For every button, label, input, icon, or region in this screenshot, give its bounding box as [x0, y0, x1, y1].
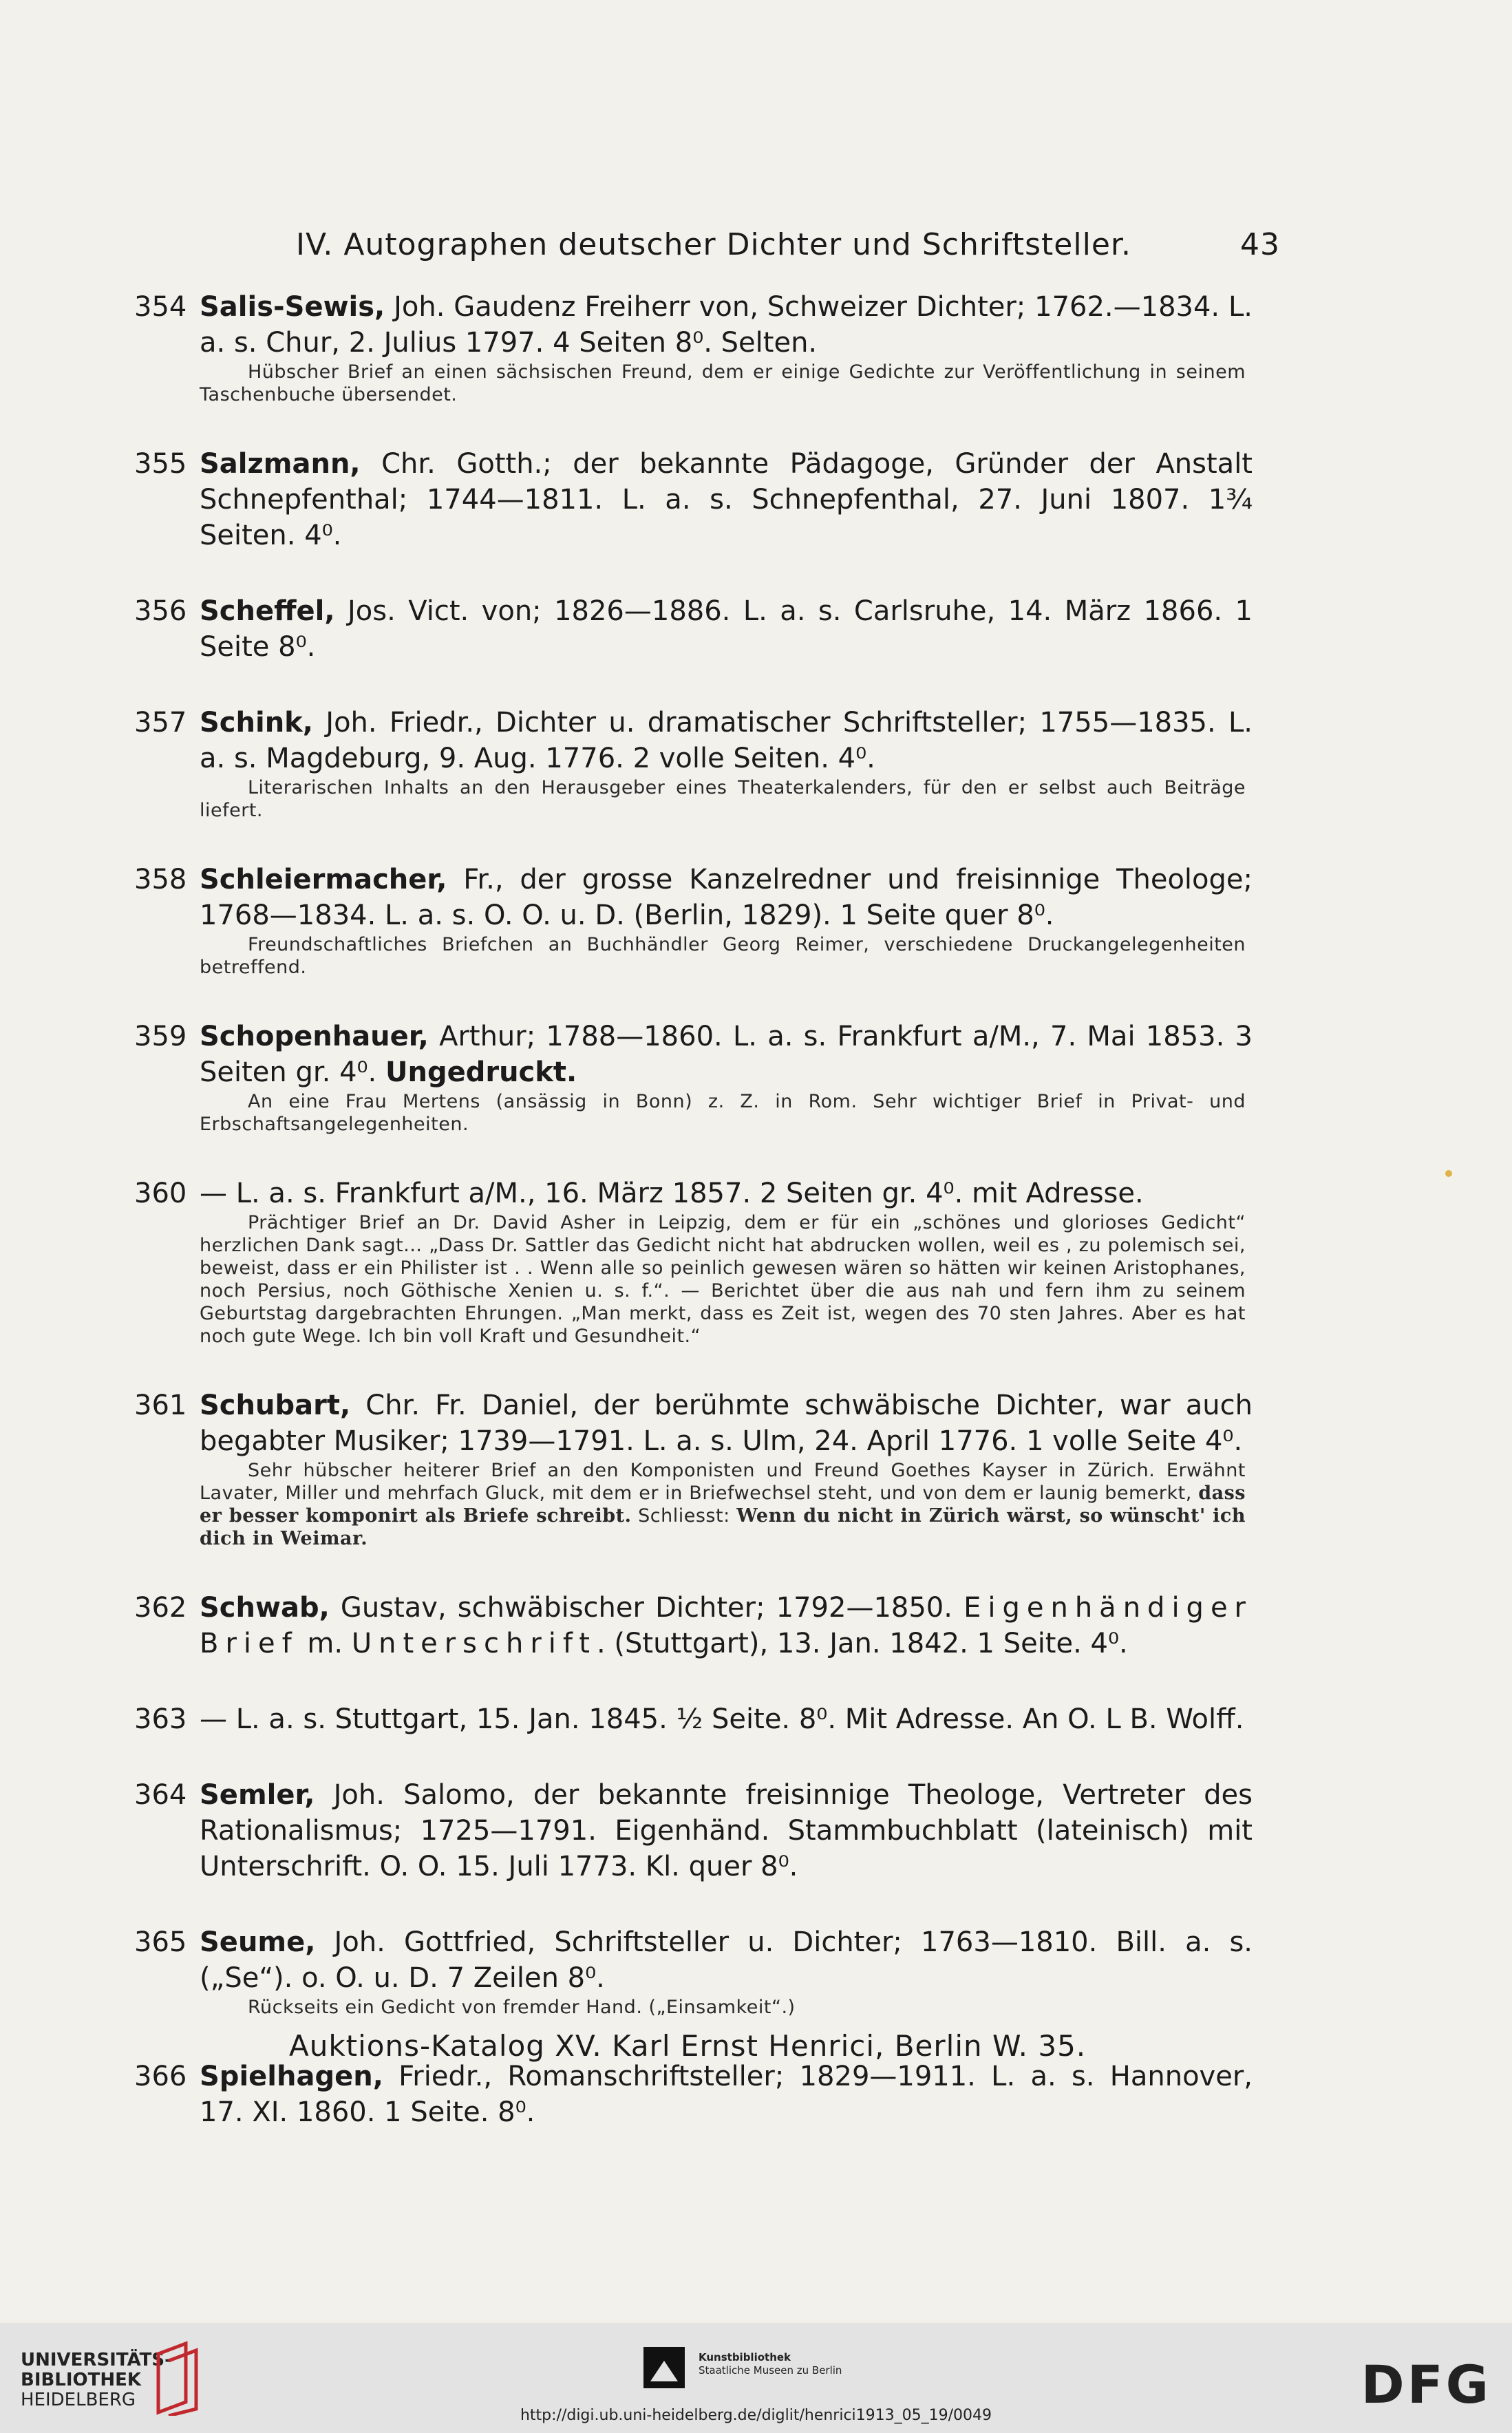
entry-number: 360: [134, 1178, 187, 1209]
entry-number: 364: [134, 1779, 187, 1811]
catalog-entry: [0, 593, 1512, 665]
entry-spaced-text: Eigenhändiger Brief: [200, 1592, 1253, 1659]
entry-name: Schink,: [200, 707, 313, 739]
catalog-entry: [0, 862, 1512, 979]
entry-text: [200, 1176, 1253, 1211]
entry-text: [200, 862, 1253, 933]
entries-list: [0, 289, 1512, 2170]
entry-number: 356: [134, 595, 187, 627]
entry-number: 355: [134, 448, 187, 480]
running-head: [296, 227, 1280, 262]
entry-description: Fr., der grosse Kanzelredner und freisinnige Theologe; 1768—1834. L. a. s. O. O. u. D. (Berlin, 1829). 1 Seite quer 8⁰.: [200, 864, 1253, 931]
catalog-entry: [0, 289, 1512, 406]
entry-note: Prächtiger Brief an Dr. David Asher in Leipzig, dem er für ein „schönes und glorioses Gedicht“ herzlichen Dank sagt... „Dass Dr. Sattler das Gedicht nicht hat abdrucken wollen, weil es , zu polemisch sei, beweist, dass er ein Philister ist . . Wenn alle so peinlich gewesen wären so hätten wir keinen Aristophanes, noch Persius, noch Göthische Xenien u. s. f.“. — Berichtet über die aus nah und fern ihm zu seinem Geburtstag dargebrachten Ehrungen. „Man merkt, dass es Zeit ist, wegen des 70 sten Jahres. Aber es hat noch gute Wege. Ich bin voll Kraft und Gesundheit.“: [200, 1212, 1246, 1347]
entry-number: 361: [134, 1390, 187, 1421]
entry-text: [200, 1019, 1253, 1090]
kunstbibliothek-logo-icon: [643, 2347, 685, 2388]
catalog-entry: [0, 446, 1512, 553]
entry-number: 354: [134, 291, 187, 323]
entry-text: [200, 446, 1253, 553]
kunstbibliothek-text: [699, 2351, 850, 2377]
entry-name: Schopenhauer,: [200, 1021, 429, 1052]
margin-mark: [1445, 1170, 1452, 1177]
entry-note: Freundschaftliches Briefchen an Buchhändler Georg Reimer, verschiedene Druckangelegenheiten betreffend.: [200, 934, 1246, 978]
entry-name: Spielhagen,: [200, 2061, 383, 2092]
note-text: Sehr hübscher heiterer Brief an den Komponisten und Freund Goethes Kayser in Zürich. Erwähnt Lavater, Miller und mehrfach Gluck, mit dem er in Briefwechsel steht, und von dem er launig bemerkt,: [200, 1460, 1246, 1504]
page-footer: Auktions-Katalog XV. Karl Ernst Henrici, Berlin W. 35.: [289, 2029, 1087, 2063]
entry-name: Schwab,: [200, 1592, 330, 1624]
entry-text: [200, 705, 1253, 776]
permalink-url[interactable]: http://digi.ub.uni-heidelberg.de/diglit/henrici1913_05_19/0049: [520, 2407, 992, 2424]
entry-note: An eine Frau Mertens (ansässig in Bonn) z. Z. in Rom. Sehr wichtiger Brief in Privat- und Erbschaftsangelegenheiten.: [200, 1091, 1246, 1135]
catalog-entry: [0, 1924, 1512, 2019]
dfg-logo: DFG: [1361, 2354, 1491, 2415]
entry-text: [200, 2059, 1253, 2130]
ub-line: HEIDELBERG: [21, 2390, 136, 2410]
catalog-entry: [0, 705, 1512, 822]
entry-description: Jos. Vict. von; 1826—1886. L. a. s. Carlsruhe, 14. März 1866. 1 Seite 8⁰.: [200, 595, 1253, 663]
entry-text: [200, 289, 1253, 361]
entry-description: Joh. Gottfried, Schriftsteller u. Dichter; 1763—1810. Bill. a. s. („Se“). o. O. u. D. 7 Zeilen 8⁰.: [200, 1926, 1253, 1994]
catalog-entry: [0, 1701, 1512, 1737]
entry-name: Semler,: [200, 1779, 315, 1811]
entry-number: 357: [134, 707, 187, 739]
entry-number: 363: [134, 1703, 187, 1735]
digitization-banner: [0, 2323, 1512, 2433]
entry-text: [200, 1777, 1253, 1884]
entry-description: — L. a. s. Stuttgart, 15. Jan. 1845. ½ Seite. 8⁰. Mit Adresse. An O. L B. Wolff.: [200, 1703, 1244, 1735]
entry-note: Hübscher Brief an einen sächsischen Freund, dem er einige Gedichte zur Veröffentlichung in seinem Taschenbuche übersendet.: [200, 361, 1246, 405]
entry-description: Joh. Salomo, der bekannte freisinnige Theologe, Vertreter des Rationalismus; 1725—1791. Eigenhänd. Stammbuchblatt (lateinisch) mit Unterschrift. O. O. 15. Juli 1773. Kl. quer 8⁰.: [200, 1779, 1253, 1882]
catalog-entry: [0, 2059, 1512, 2130]
entry-number: 362: [134, 1592, 187, 1624]
entry-text: [200, 1388, 1253, 1459]
entry-text: [200, 1701, 1253, 1737]
entry-description: Joh. Friedr., Dichter u. dramatischer Schriftsteller; 1755—1835. L. a. s. Magdeburg, 9. Aug. 1776. 2 volle Seiten. 4⁰.: [200, 707, 1253, 774]
entry-number: 358: [134, 864, 187, 895]
entry-description: Gustav, schwäbischer Dichter; 1792—1850.: [329, 1592, 964, 1624]
entry-description: Chr. Gotth.; der bekannte Pädagoge, Gründer der Anstalt Schnepfenthal; 1744—1811. L. a. s. Schnepfenthal, 27. Juni 1807. 1¾ Seiten. 4⁰.: [200, 448, 1253, 551]
entry-number: 359: [134, 1021, 187, 1052]
page-number: 43: [1240, 227, 1280, 262]
catalog-entry: [0, 1176, 1512, 1348]
entry-note: Literarischen Inhalts an den Herausgeber eines Theaterkalenders, für den er selbst auch Beiträge liefert.: [200, 777, 1246, 821]
entry-note: [200, 1459, 1246, 1550]
entry-text: [200, 593, 1253, 665]
note-quote: dass er besser komponirt als Briefe schreibt.: [200, 1483, 1246, 1527]
entry-name: Salis-Sewis,: [200, 291, 385, 323]
entry-name: Salzmann,: [200, 448, 361, 480]
entry-description: Chr. Fr. Daniel, der berühmte schwäbische Dichter, war auch begabter Musiker; 1739—1791. L. a. s. Ulm, 24. April 1776. 1 volle Seite 4⁰.: [200, 1390, 1253, 1457]
ub-line: UNIVERSITÄTS-: [21, 2350, 172, 2370]
entry-note: Rückseits ein Gedicht von fremder Hand. („Einsamkeit“.): [248, 1997, 796, 2018]
entry-name: Scheffel,: [200, 595, 335, 627]
entry-number: 365: [134, 1926, 187, 1958]
entry-name: Schubart,: [200, 1390, 351, 1421]
kb-title: Kunstbibliothek: [699, 2351, 791, 2363]
entry-description: . (Stuttgart), 13. Jan. 1842. 1 Seite. 4⁰.: [596, 1628, 1128, 1659]
entry-description: Joh. Gaudenz Freiherr von, Schweizer Dichter; 1762.—1834. L. a. s. Chur, 2. Julius 1797. 4 Seiten 8⁰. Selten.: [200, 291, 1253, 359]
entry-description: Friedr., Romanschriftsteller; 1829—1911. L. a. s. Hannover, 17. XI. 1860. 1 Seite. 8⁰.: [200, 2061, 1253, 2128]
catalog-entry: [0, 1590, 1512, 1661]
note-quote: Wenn du nicht in Zürich wärst, so wünscht' ich dich in Weimar.: [200, 1505, 1246, 1549]
page-title: IV. Autographen deutscher Dichter und Schriftsteller.: [296, 227, 1131, 262]
entry-name: Seume,: [200, 1926, 316, 1958]
ub-line: BIBLIOTHEK: [21, 2370, 142, 2390]
catalog-entry: [0, 1388, 1512, 1550]
entry-highlight: Ungedruckt.: [385, 1056, 577, 1088]
catalog-entry: [0, 1019, 1512, 1136]
entry-description: m.: [298, 1628, 352, 1659]
kb-subtitle: Staatliche Museen zu Berlin: [699, 2364, 842, 2377]
entry-number: 366: [134, 2061, 187, 2092]
entry-text: [200, 1590, 1253, 1661]
entry-name: Schleiermacher,: [200, 864, 447, 895]
ub-logo-icon: [145, 2340, 206, 2416]
catalog-entry: [0, 1777, 1512, 1884]
entry-description: Arthur; 1788—1860. L. a. s. Frankfurt a/M., 7. Mai 1853. 3 Seiten gr. 4⁰.: [200, 1021, 1253, 1088]
entry-spaced-text: Unterschrift: [351, 1628, 597, 1659]
note-text: Schliesst:: [631, 1505, 737, 1527]
entry-text: [200, 1924, 1253, 1996]
entry-description: — L. a. s. Frankfurt a/M., 16. März 1857. 2 Seiten gr. 4⁰. mit Adresse.: [200, 1178, 1144, 1209]
